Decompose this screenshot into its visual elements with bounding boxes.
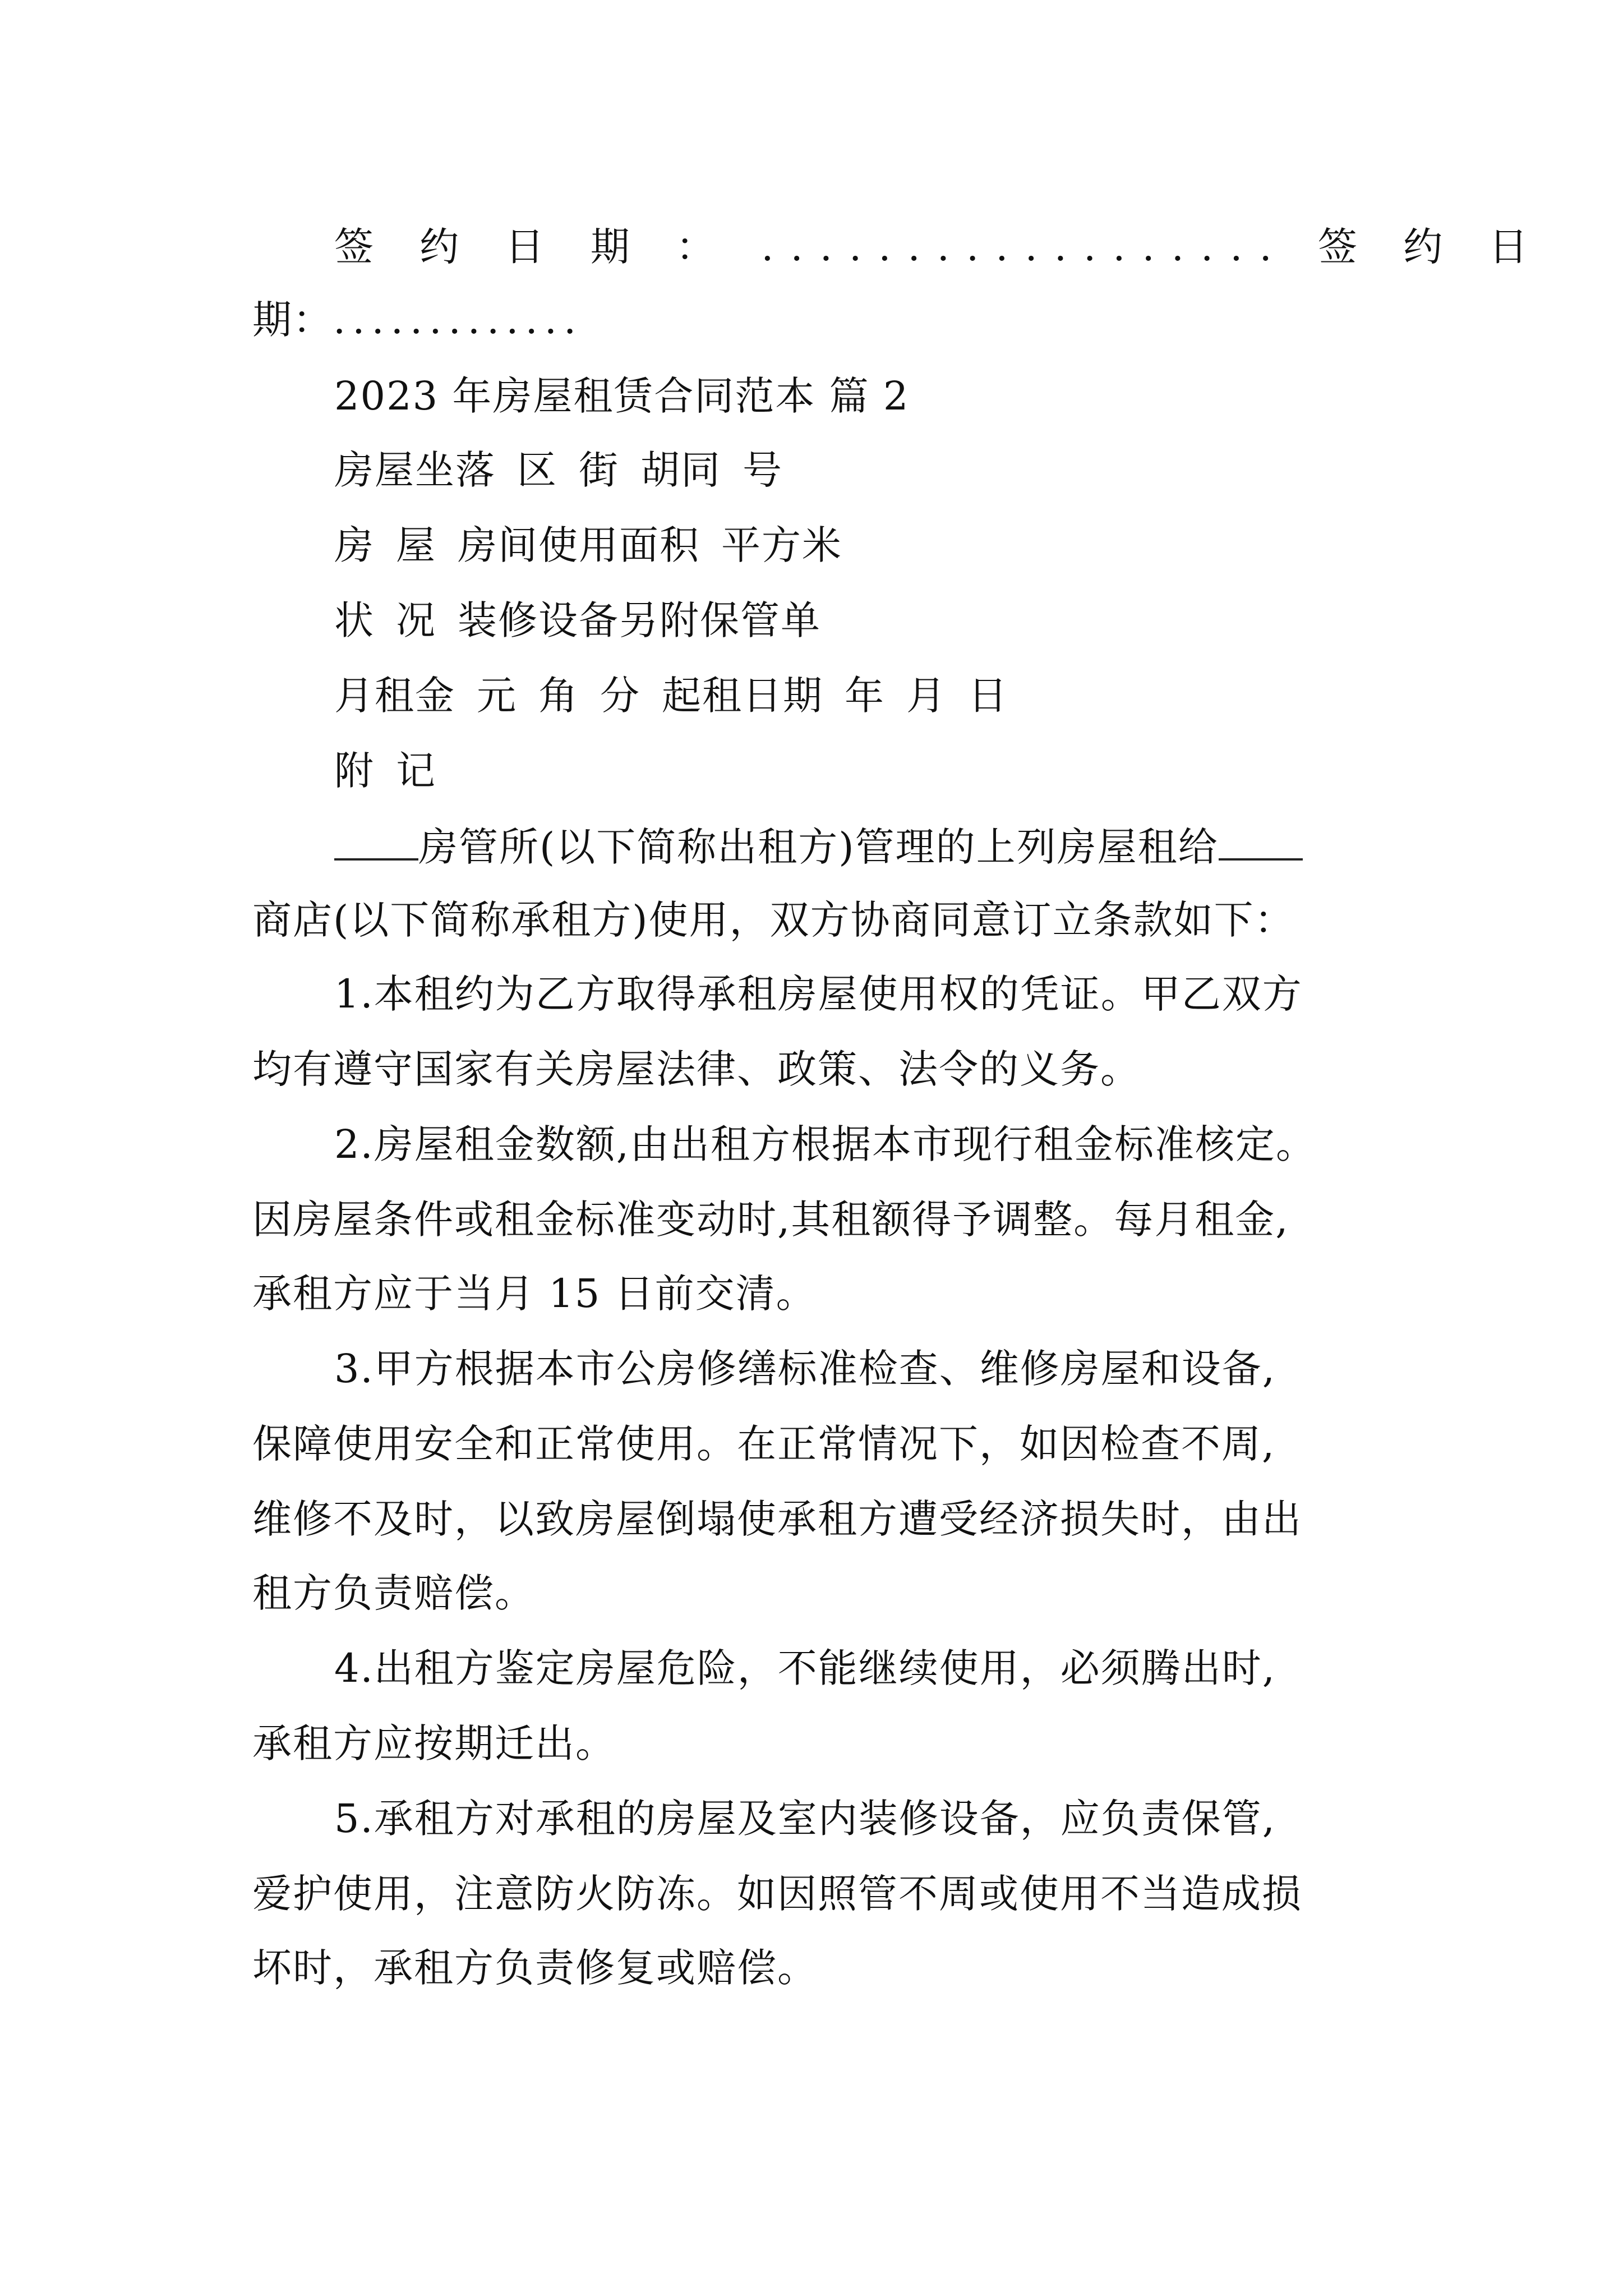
clause-3-line-4: 租方负责赔偿。: [252, 1570, 535, 1616]
clause-2-line-3: 承租方应于当月 15 日前交清。: [252, 1271, 817, 1317]
table-cell: 房间使用面积: [458, 522, 700, 568]
signature-date-continuation: [252, 292, 1380, 348]
intro-line-2: 商店(以下简称承租方)使用，双方协商同意订立条款如下：: [252, 897, 1295, 943]
table-cell: 房: [334, 522, 375, 568]
table-cell: 月: [906, 673, 947, 719]
intro-text: 房管所(以下简称出租方)管理的上列房屋租给: [418, 824, 1219, 870]
table-cell: 房屋坐落: [334, 447, 496, 493]
clause-2-line-1: 2.房屋租金数额,由出租方根据本市现行租金标准核定。: [334, 1121, 1317, 1167]
table-cell: 街: [579, 447, 619, 493]
table-cell: 角: [538, 673, 579, 719]
table-cell: 月租金: [334, 673, 455, 719]
clause-1-line-1: 1.本租约为乙方取得承租房屋使用权的凭证。甲乙双方: [334, 971, 1303, 1017]
table-cell: 状: [334, 597, 375, 643]
table-row-location: [334, 442, 1380, 498]
table-cell: 胡同: [640, 447, 721, 493]
section-heading: 2023 年房屋租赁合同范本 篇 2: [334, 373, 910, 419]
clause-5-line-1: 5.承租方对承租的房屋及室内装修设备，应负责保管,: [334, 1796, 1276, 1842]
table-cell: 号: [743, 447, 783, 493]
table-row-area: [334, 517, 1380, 573]
table-cell: 况: [396, 597, 436, 643]
intro-line-1: [334, 818, 1380, 875]
signature-date-line: 签 约 日 期 ： .................. 签 约 日: [334, 224, 1545, 270]
table-cell: 分: [600, 673, 640, 719]
table-cell: 屋: [396, 522, 436, 568]
table-cell: 记: [396, 748, 436, 794]
table-cell: 日: [968, 673, 1008, 719]
table-cell: 平方米: [721, 522, 842, 568]
table-cell: 年: [845, 673, 885, 719]
table-cell: 起租日期: [662, 673, 823, 719]
signature-date-label: 期：: [252, 297, 333, 343]
blank-underline: [334, 818, 418, 861]
table-cell: 区: [517, 447, 557, 493]
table-cell: 装修设备另附保管单: [458, 597, 821, 643]
clause-5-line-2: 爱护使用，注意防火防冻。如因照管不周或使用不当造成损: [252, 1871, 1302, 1917]
clause-4-line-2: 承租方应按期迁出。: [252, 1720, 616, 1766]
clause-2-line-2: 因房屋条件或租金标准变动时,其租额得予调整。每月租金,: [252, 1197, 1289, 1243]
table-cell: 元: [477, 673, 517, 719]
table-row-condition: [334, 592, 1380, 648]
clause-3-line-2: 保障使用安全和正常使用。在正常情况下，如因检查不周,: [252, 1421, 1276, 1467]
blank-underline: [1219, 818, 1303, 861]
table-row-remarks: [334, 743, 1380, 799]
clause-5-line-3: 坏时，承租方负责修复或赔偿。: [252, 1945, 818, 1991]
clause-3-line-1: 3.甲方根据本市公房修缮标准检查、维修房屋和设备,: [334, 1346, 1276, 1392]
clause-1-line-2: 均有遵守国家有关房屋法律、政策、法令的义务。: [252, 1046, 1141, 1092]
signature-date-dots: .............: [333, 297, 583, 343]
clause-4-line-1: 4.出租方鉴定房屋危险，不能继续使用，必须腾出时,: [334, 1645, 1276, 1691]
table-row-rent: [334, 668, 1380, 724]
table-cell: 附: [334, 748, 375, 794]
clause-3-line-3: 维修不及时，以致房屋倒塌使承租方遭受经济损失时，由出: [252, 1496, 1302, 1542]
